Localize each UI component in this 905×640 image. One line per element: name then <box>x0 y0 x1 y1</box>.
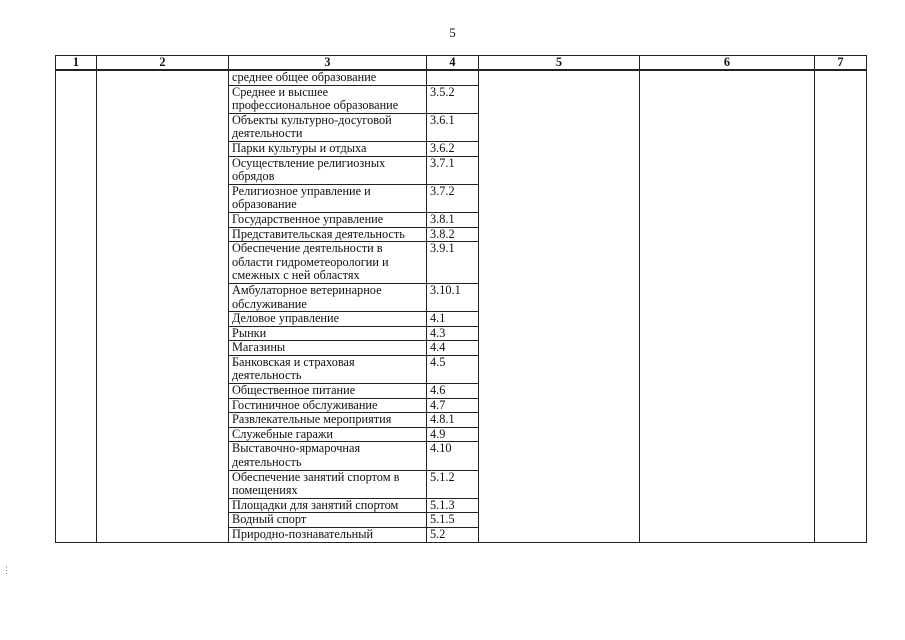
land-use-name: Природно-познавательный <box>229 528 427 543</box>
land-use-name: Религиозное управление и образование <box>229 184 427 212</box>
empty-cell-col2 <box>97 70 229 542</box>
column-header-3: 3 <box>229 56 427 71</box>
land-use-code: 4.6 <box>427 384 479 399</box>
land-use-name: Обеспечение деятельности в области гидрометеорологии и смежных с ней областях <box>229 242 427 284</box>
empty-cell-col1 <box>56 70 97 542</box>
land-use-name: Деловое управление <box>229 312 427 327</box>
empty-cell-col5 <box>479 70 640 542</box>
column-header-2: 2 <box>97 56 229 71</box>
land-use-name: Развлекательные мероприятия <box>229 413 427 428</box>
land-use-name: Гостиничное обслуживание <box>229 398 427 413</box>
land-use-table <box>55 55 867 543</box>
land-use-code: 3.6.2 <box>427 141 479 156</box>
land-use-code: 5.1.3 <box>427 498 479 513</box>
column-header-7: 7 <box>815 56 867 71</box>
land-use-code: 3.8.1 <box>427 212 479 227</box>
column-header-6: 6 <box>640 56 815 71</box>
land-use-code: 3.10.1 <box>427 283 479 311</box>
land-use-code: 4.4 <box>427 341 479 356</box>
land-use-name: Парки культуры и отдыха <box>229 141 427 156</box>
margin-mark: ⋮ <box>2 565 11 575</box>
land-use-code: 4.9 <box>427 427 479 442</box>
land-use-name: среднее общее образование <box>229 70 427 85</box>
land-use-name: Осуществление религиозных обрядов <box>229 156 427 184</box>
land-use-name: Служебные гаражи <box>229 427 427 442</box>
land-use-code: 5.1.5 <box>427 513 479 528</box>
land-use-name: Рынки <box>229 326 427 341</box>
land-use-code: 3.7.2 <box>427 184 479 212</box>
land-use-name: Выставочно-ярмарочная деятельность <box>229 442 427 470</box>
table-row <box>56 70 867 85</box>
land-use-name: Общественное питание <box>229 384 427 399</box>
land-use-code: 4.10 <box>427 442 479 470</box>
land-use-name: Площадки для занятий спортом <box>229 498 427 513</box>
page-number: 5 <box>449 25 456 40</box>
land-use-code: 4.3 <box>427 326 479 341</box>
land-use-code: 3.5.2 <box>427 85 479 113</box>
land-use-name: Обеспечение занятий спортом в помещениях <box>229 470 427 498</box>
land-use-code: 4.1 <box>427 312 479 327</box>
column-header-5: 5 <box>479 56 640 71</box>
land-use-code: 4.5 <box>427 355 479 383</box>
land-use-name: Магазины <box>229 341 427 356</box>
land-use-name: Амбулаторное ветеринарное обслуживание <box>229 283 427 311</box>
land-use-name: Среднее и высшее профессиональное образование <box>229 85 427 113</box>
table-body <box>56 70 867 542</box>
land-use-code: 4.7 <box>427 398 479 413</box>
column-header-4: 4 <box>427 56 479 71</box>
land-use-code: 5.1.2 <box>427 470 479 498</box>
land-use-name: Представительская деятельность <box>229 227 427 242</box>
land-use-code: 3.6.1 <box>427 113 479 141</box>
land-use-code: 5.2 <box>427 528 479 543</box>
header-row <box>56 56 867 71</box>
land-use-name: Банковская и страховая деятельность <box>229 355 427 383</box>
land-use-code: 3.8.2 <box>427 227 479 242</box>
empty-cell-col6 <box>640 70 815 542</box>
land-use-name: Государственное управление <box>229 212 427 227</box>
column-header-1: 1 <box>56 56 97 71</box>
land-use-code: 4.8.1 <box>427 413 479 428</box>
land-use-code <box>427 70 479 85</box>
land-use-name: Водный спорт <box>229 513 427 528</box>
land-use-name: Объекты культурно-досуговой деятельности <box>229 113 427 141</box>
empty-cell-col7 <box>815 70 867 542</box>
land-use-code: 3.7.1 <box>427 156 479 184</box>
land-use-code: 3.9.1 <box>427 242 479 284</box>
